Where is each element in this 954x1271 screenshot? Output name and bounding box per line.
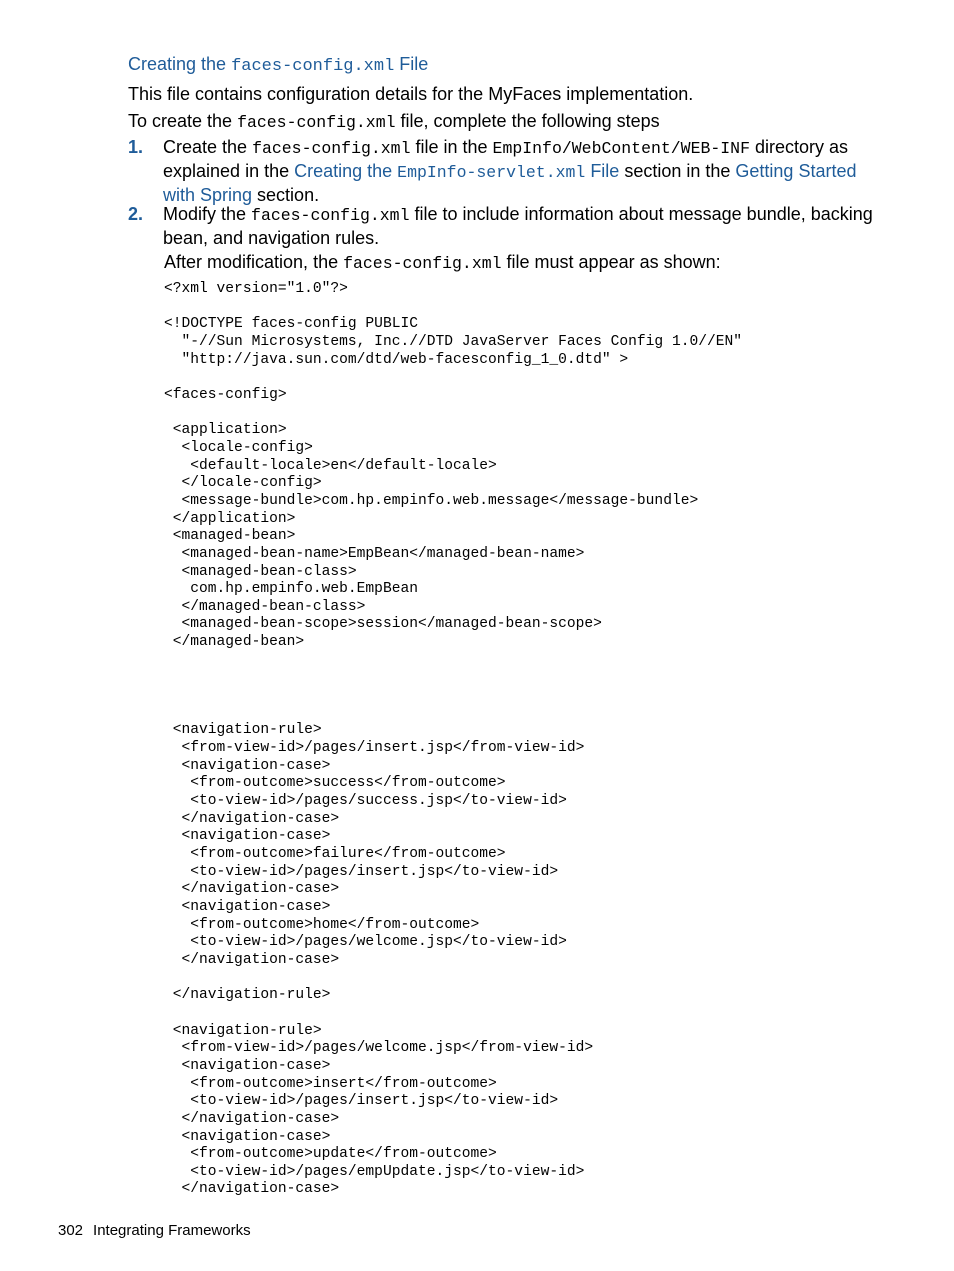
- step-2-t1: Modify the: [163, 204, 252, 224]
- after-post: file must appear as shown:: [501, 252, 721, 272]
- step-1-t3: directory as explained in the: [163, 137, 849, 181]
- heading-text-post: File: [394, 54, 429, 74]
- step-2-filename: faces-config.xml: [251, 206, 410, 225]
- getting-started-spring-link[interactable]: Getting Started with Spring: [163, 161, 857, 205]
- link-text-pre: Creating the: [294, 161, 398, 181]
- step-1-t5: section.: [252, 185, 320, 205]
- link-text-post: File: [585, 161, 620, 181]
- step-2-t2: file to include information about message bundle, backing bean, and navigation rules.: [163, 204, 873, 248]
- step-number: 1.: [128, 137, 144, 157]
- to-create-post: file, complete the following steps: [395, 111, 660, 131]
- step-2-text: [163, 203, 888, 249]
- footer-section-title: Integrating Frameworks: [93, 1222, 251, 1239]
- step-number: 2.: [128, 204, 144, 224]
- page-footer: [58, 1222, 251, 1239]
- intro-paragraph: This file contains configuration details for the MyFaces implementation.: [128, 84, 694, 104]
- section-heading: [128, 54, 428, 76]
- to-create-pre: To create the: [128, 111, 238, 131]
- heading-text-pre: Creating the: [128, 54, 232, 74]
- step-1-filename: faces-config.xml: [252, 139, 411, 158]
- page-number: 302: [58, 1222, 84, 1239]
- step-1-text: [163, 136, 888, 206]
- to-create-paragraph: [128, 110, 660, 134]
- xml-code-block: <?xml version="1.0"?> <!DOCTYPE faces-config PUBLIC "-//Sun Microsystems, Inc.//DTD JavaServer Faces Config 1.0//EN" "http://java.sun.com/dtd/web-facesconfig_1_0.dtd" > <faces-config> <application> <locale-config> <default-locale>en</default-locale> </locale-config> <message-bundle>com.hp.empinfo.web.message</message-bundle> </application> <managed-bean> <managed-bean-name>EmpBean</managed-bean-name> <managed-bean-class> com.hp.empinfo.web.EmpBean </managed-bean-class> <managed-bean-scope>session</managed-bean-scope> </managed-bean> <navigation-rule> <from-view-id>/pages/insert.jsp</from-view-id> <navigation-case> <from-outcome>success</from-outcome> <to-view-id>/pages/success.jsp</to-view-id> </navigation-case> <navigation-case> <from-outcome>failure</from-outcome> <to-view-id>/pages/insert.jsp</to-view-id> </navigation-case> <navigation-case> <from-outcome>home</from-outcome> <to-view-id>/pages/welcome.jsp</to-view-id> </navigation-case> </navigation-rule> <navigation-rule> <from-view-id>/pages/welcome.jsp</from-view-id> <navigation-case> <from-outcome>insert</from-outcome> <to-view-id>/pages/insert.jsp</to-view-id> </navigation-case> <navigation-case> <from-outcome>update</from-outcome> <to-view-id>/pages/empUpdate.jsp</to-view-id> </navigation-case>: [164, 281, 743, 1198]
- heading-filename: faces-config.xml: [231, 57, 395, 76]
- step-2: [128, 203, 888, 249]
- step-1: [128, 136, 888, 206]
- link-filename: EmpInfo-servlet.xml: [397, 163, 586, 182]
- after-pre: After modification, the: [164, 252, 344, 272]
- step-1-t2: file in the: [410, 137, 493, 157]
- step-1-directory: EmpInfo/WebContent/WEB-INF: [492, 139, 750, 158]
- after-filename: faces-config.xml: [343, 254, 502, 273]
- creating-servlet-xml-link[interactable]: [294, 161, 619, 181]
- step-1-t1: Create the: [163, 137, 253, 157]
- after-modification-paragraph: [164, 251, 721, 275]
- step-1-t4: section in the: [619, 161, 736, 181]
- to-create-filename: faces-config.xml: [237, 113, 396, 132]
